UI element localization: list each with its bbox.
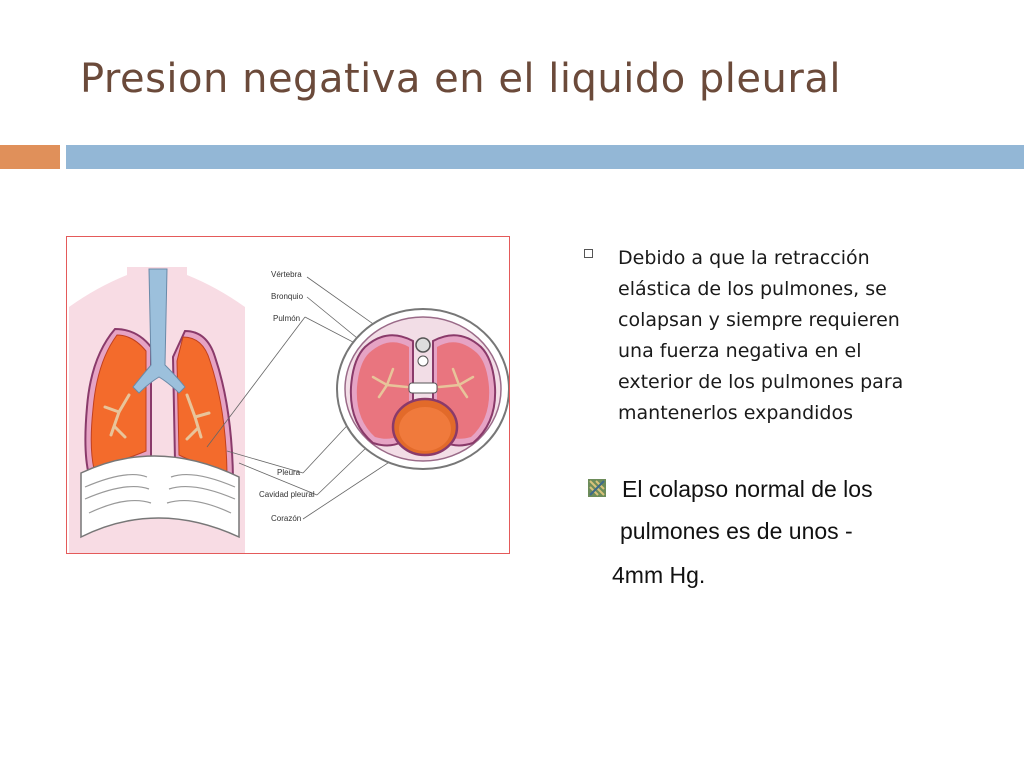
lung-anatomy-diagram [67, 237, 510, 554]
bullet-line: elástica de los pulmones, se [618, 278, 887, 300]
bullet-line: mantenerlos expandidos [618, 402, 853, 424]
bullet-line: pulmones es de unos - [620, 518, 853, 544]
accent-bar-blue [66, 145, 1024, 169]
label-bronquio: Bronquio [271, 292, 304, 301]
label-vertebra: Vértebra [271, 270, 302, 279]
bullet-line: colapsan y siempre requieren [618, 309, 900, 331]
label-cavidad-pleural: Cavidad pleural [259, 490, 315, 499]
accent-bar-orange [0, 145, 60, 169]
bullet-line: Debido a que la retracción [618, 247, 870, 269]
hollow-square-bullet-icon [584, 249, 593, 258]
label-pulmon: Pulmón [273, 314, 301, 323]
lung-anatomy-figure [66, 236, 510, 554]
bullet-line: El colapso normal de los [622, 476, 873, 502]
bullet-line: exterior de los pulmones para [618, 371, 904, 393]
bullet-line: una fuerza negativa en el [618, 340, 862, 362]
patterned-square-bullet-icon [588, 479, 606, 497]
label-pleura: Pleura [277, 468, 301, 477]
slide-title: Presion negativa en el liquido pleural [80, 56, 841, 102]
bullet-line: 4mm Hg. [612, 562, 706, 588]
bullet-text-retraccion [618, 243, 968, 429]
label-corazon: Corazón [271, 514, 302, 523]
